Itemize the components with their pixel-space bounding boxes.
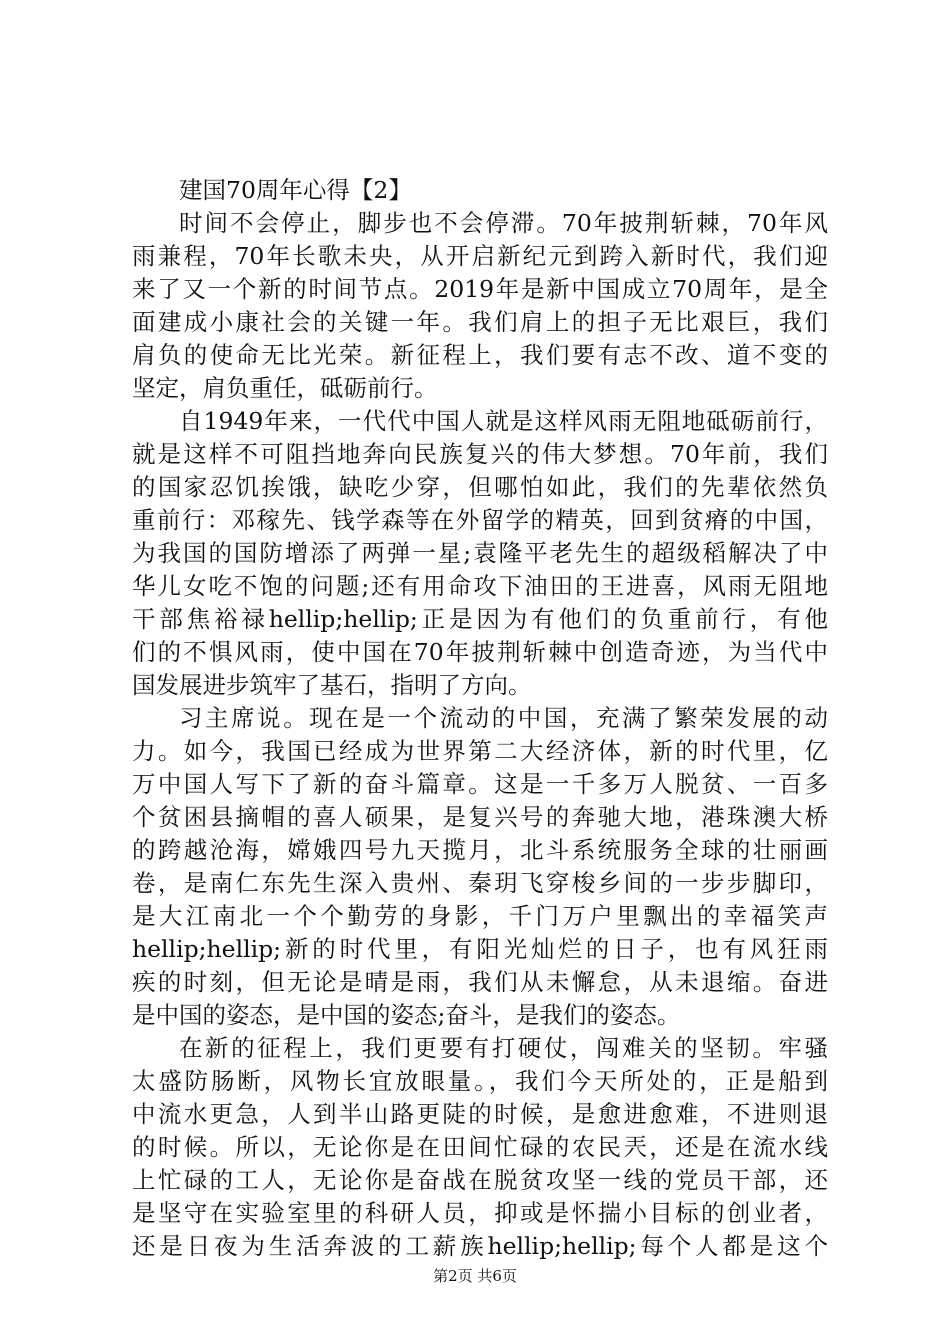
text-line: 坚定，肩负重任，砥砺前行。 xyxy=(132,374,438,402)
text-line: 疾的时刻，但无论是晴是雨，我们从未懈怠，从未退缩。奋进 xyxy=(132,968,828,996)
paragraph xyxy=(132,405,828,702)
text-line: 干部焦裕禄hellip;hellip;正是因为有他们的负重前行，有他 xyxy=(132,605,828,633)
text-line: 肩负的使命无比光荣。新征程上，我们要有志不改、道不变的 xyxy=(132,341,828,369)
text-line: 的国家忍饥挨饿，缺吃少穿，但哪怕如此，我们的先辈依然负 xyxy=(132,473,828,501)
paragraph xyxy=(132,207,828,405)
text-line: 面建成小康社会的关键一年。我们肩上的担子无比艰巨，我们 xyxy=(132,308,828,336)
text-line: 的跨越沧海，嫦娥四号九天揽月，北斗系统服务全球的壮丽画 xyxy=(132,836,828,864)
text-line: 为我国的国防增添了两弹一星;袁隆平老先生的超级稻解决了中 xyxy=(132,539,828,567)
text-line: 时间不会停止，脚步也不会停滞。70年披荆斩棘，70年风 xyxy=(179,209,828,237)
text-line: 重前行：邓稼先、钱学森等在外留学的精英，回到贫瘠的中国， xyxy=(132,506,828,534)
paragraph xyxy=(132,1032,828,1263)
text-line: 华儿女吃不饱的问题;还有用命攻下油田的王进喜，风雨无阻地 xyxy=(132,572,828,600)
text-line: 在新的征程上，我们更要有打硬仗，闯难关的坚韧。牢骚 xyxy=(179,1034,828,1062)
text-line: 是坚守在实验室里的科研人员，抑或是怀揣小目标的创业者， xyxy=(132,1199,828,1227)
document-body xyxy=(132,174,828,1263)
paragraph xyxy=(132,702,828,1032)
text-line: 自1949年来，一代代中国人就是这样风雨无阻地砥砺前行， xyxy=(179,407,828,435)
text-line: 们的不惧风雨，使中国在70年披荆斩棘中创造奇迹，为当代中 xyxy=(132,638,828,666)
text-line: 就是这样不可阻挡地奔向民族复兴的伟大梦想。70年前，我们 xyxy=(132,440,828,468)
text-line: 万中国人写下了新的奋斗篇章。这是一千多万人脱贫、一百多 xyxy=(132,770,828,798)
text-line: 个贫困县摘帽的喜人硕果，是复兴号的奔驰大地，港珠澳大桥 xyxy=(132,803,828,831)
text-line: 力。如今，我国已经成为世界第二大经济体，新的时代里，亿 xyxy=(132,737,828,765)
page-footer: 第2页 共6页 xyxy=(433,1267,517,1285)
text-line: 习主席说。现在是一个流动的中国，充满了繁荣发展的动 xyxy=(179,704,828,732)
document-title: 建国70周年心得【2】 xyxy=(179,176,412,204)
text-line: 的时候。所以，无论你是在田间忙碌的农民兲，还是在流水线 xyxy=(132,1133,828,1161)
text-line: 来了又一个新的时间节点。2019年是新中国成立70周年，是全 xyxy=(132,275,828,303)
text-line: 国发展进步筑牢了基石，指明了方向。 xyxy=(132,671,532,699)
text-line: 太盛防肠断，风物长宜放眼量。，我们今天所处的，正是船到 xyxy=(132,1067,828,1095)
text-line: 中流水更急，人到半山路更陡的时候，是愈进愈难，不进则退 xyxy=(132,1100,828,1128)
text-line: hellip;hellip;新的时代里，有阳光灿烂的日子，也有风狂雨 xyxy=(132,935,828,963)
text-line: 上忙碌的工人，无论你是奋战在脱贫攻坚一线的党员干部，还 xyxy=(132,1166,828,1194)
text-line: 卷，是南仁东先生深入贵州、秦玥飞穿梭乡间的一步步脚印， xyxy=(132,869,828,897)
paragraph-container xyxy=(132,207,828,1263)
text-line: 还是日夜为生活奔波的工薪族hellip;hellip;每个人都是这个 xyxy=(132,1232,828,1260)
text-line: 是大江南北一个个勤劳的身影，千门万户里飘出的幸福笑声 xyxy=(132,902,828,930)
text-line: 是中国的姿态，是中国的姿态;奋斗，是我们的姿态。 xyxy=(132,1001,681,1029)
text-line: 雨兼程，70年长歌未央，从开启新纪元到跨入新时代，我们迎 xyxy=(132,242,828,270)
